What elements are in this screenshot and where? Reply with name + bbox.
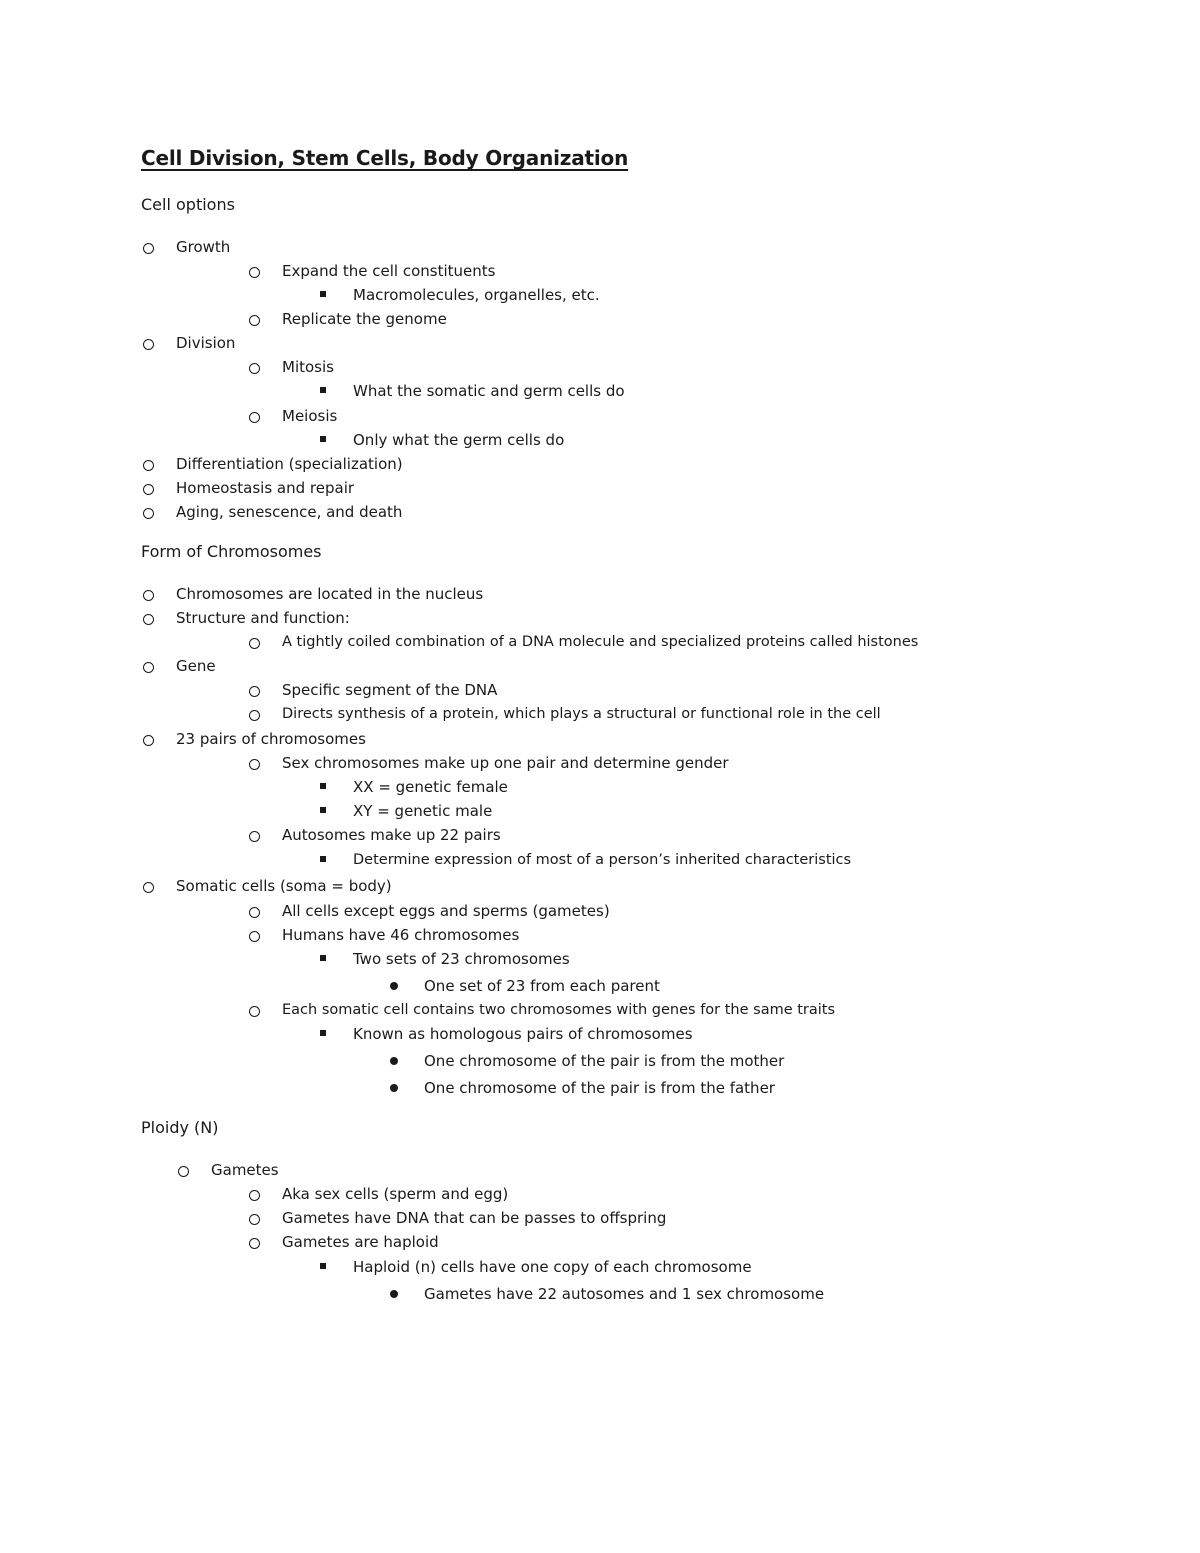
hollow-circle-bullet-icon — [176, 1158, 196, 1182]
hollow-circle-bullet-icon — [247, 1230, 267, 1254]
hollow-circle-bullet-icon — [247, 355, 267, 379]
hollow-circle-bullet-icon — [247, 404, 267, 428]
hollow-circle-bullet-icon — [247, 702, 267, 726]
hollow-circle-bullet-icon — [141, 874, 161, 898]
square-bullet-icon — [318, 775, 338, 799]
document-page: Cell Division, Stem Cells, Body Organization Cell options Growth Expand the cell constituents Macromolecules, organelles, etc. Replicate the genome Division Mitosis What the somatic and germ cells do Meiosis Only what the germ cells do Differentiation (specialization) Homeostasis and repair Aging, senescence, and death Form of Chromosomes Chromosomes are located in the nucleus Structure and function: A tightly coiled combination of a DNA molecule and specialized proteins called histones Gene Specific segment of the DNA Directs synthesis of a protein, which plays a structural or functional role in the cell 23 pairs of chromosomes Sex chromosomes make up one pair and determine gender XX = genetic female XY = genetic male Autosomes make up 22 pairs Determine expression of most of a person’s inherited characteristics Somatic cells (soma = body) All cells except eggs and sperms (gametes) Humans have 46 chromosomes Two sets of 23 chromosomes One set of 23 from each parent Each somatic cell contains two chromosomes with genes for the same traits Known as homologous pairs of chromosomes One chromosome of the pair is from the mother One chromosome of the pair is from the father Ploidy (N) Gametes Aka sex cells (sperm and egg) Gametes have DNA that can be passes to offspring Gametes are haploid Haploid (n) cells have one copy of each chromosome Gametes have 22 autosomes and 1 sex chromosome — [0, 0, 1200, 1553]
square-bullet-icon — [318, 848, 338, 872]
hollow-circle-bullet-icon — [247, 630, 267, 654]
hollow-circle-bullet-icon — [141, 654, 161, 678]
square-bullet-icon — [318, 428, 338, 452]
hollow-circle-bullet-icon — [247, 751, 267, 775]
hollow-circle-bullet-icon — [141, 500, 161, 524]
hollow-circle-bullet-icon — [141, 331, 161, 355]
hollow-circle-bullet-icon — [141, 727, 161, 751]
hollow-circle-bullet-icon — [247, 259, 267, 283]
hollow-circle-bullet-icon — [141, 606, 161, 630]
section-heading-form-of-chromosomes: Form of Chromosomes — [141, 542, 322, 561]
square-bullet-icon — [318, 799, 338, 823]
square-bullet-icon — [318, 1255, 338, 1279]
hollow-circle-bullet-icon — [247, 1182, 267, 1206]
hollow-circle-bullet-icon — [247, 307, 267, 331]
hollow-circle-bullet-icon — [247, 998, 267, 1022]
filled-circle-bullet-icon — [389, 1282, 409, 1306]
filled-circle-bullet-icon — [389, 1049, 409, 1073]
hollow-circle-bullet-icon — [141, 452, 161, 476]
section-heading-cell-options: Cell options — [141, 195, 235, 214]
filled-circle-bullet-icon — [389, 974, 409, 998]
hollow-circle-bullet-icon — [247, 678, 267, 702]
document-title: Cell Division, Stem Cells, Body Organization — [141, 146, 629, 170]
hollow-circle-bullet-icon — [247, 823, 267, 847]
filled-circle-bullet-icon — [389, 1076, 409, 1100]
hollow-circle-bullet-icon — [247, 899, 267, 923]
hollow-circle-bullet-icon — [141, 582, 161, 606]
hollow-circle-bullet-icon — [141, 235, 161, 259]
square-bullet-icon — [318, 283, 338, 307]
square-bullet-icon — [318, 379, 338, 403]
section-heading-ploidy: Ploidy (N) — [141, 1118, 219, 1137]
hollow-circle-bullet-icon — [247, 923, 267, 947]
square-bullet-icon — [318, 947, 338, 971]
hollow-circle-bullet-icon — [247, 1206, 267, 1230]
square-bullet-icon — [318, 1022, 338, 1046]
hollow-circle-bullet-icon — [141, 476, 161, 500]
